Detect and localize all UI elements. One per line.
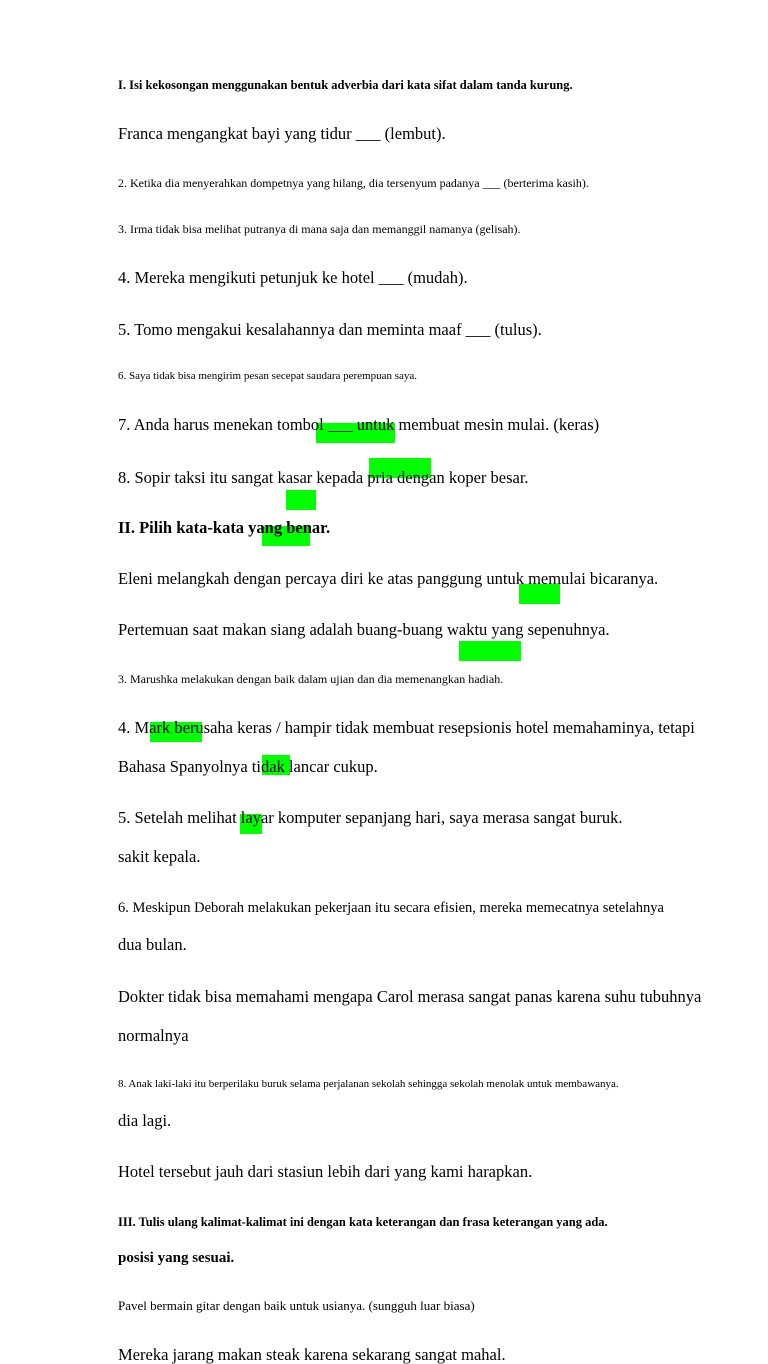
section-1-item-2: 2. Ketika dia menyerahkan dompetnya yang hilang, dia tersenyum padanya ___ (berterima kasih).: [118, 176, 589, 190]
section-2-item-8-line-2: dia lagi.: [118, 1110, 172, 1130]
section-2-item-8-line-1: 8. Anak laki-laki itu berperilaku buruk selama perjalanan sekolah sehingga sekolah menolak untuk membawanya.: [118, 1077, 619, 1090]
section-3-item-2: Mereka jarang makan steak karena sekarang sangat mahal.: [118, 1345, 506, 1364]
section-1-item-5: 5. Tomo mengakui kesalahannya dan meminta maaf ___ (tulus).: [118, 319, 542, 339]
section-2-item-1: Eleni melangkah dengan percaya diri ke atas panggung untuk memulai bicaranya.: [118, 568, 659, 588]
section-3-heading-line-2: posisi yang sesuai.: [118, 1250, 235, 1266]
section-1-item-7: 7. Anda harus menekan tombol ___ untuk membuat mesin mulai. (keras): [118, 415, 600, 434]
section-2-item-6-line-2: dua bulan.: [118, 935, 187, 954]
section-2-item-4-line-1: 4. Mark berusaha keras / hampir tidak membuat resepsionis hotel memahaminya, tetapi: [118, 717, 695, 737]
section-2-item-6-line-1: 6. Meskipun Deborah melakukan pekerjaan itu secara efisien, mereka memecatnya setelahnya: [118, 899, 664, 916]
section-1-heading: I. Isi kekosongan menggunakan bentuk adverbia dari kata sifat dalam tanda kurung.: [118, 78, 573, 92]
section-1-item-4: 4. Mereka mengikuti petunjuk ke hotel ___ (mudah).: [118, 268, 468, 287]
section-2-item-9: Hotel tersebut jauh dari stasiun lebih dari yang kami harapkan.: [118, 1162, 533, 1181]
highlight-secara-efisien: [459, 641, 521, 661]
section-2-item-3: 3. Marushka melakukan dengan baik dalam ujian dan dia memenangkan hadiah.: [118, 671, 504, 686]
section-1-item-8: 8. Sopir taksi itu sangat kasar kepada pria dengan koper besar.: [118, 467, 529, 487]
section-1-item-3: 3. Irma tidak bisa melihat putranya di mana saja dan memanggil namanya (gelisah).: [118, 222, 521, 236]
section-2-item-4-line-2: Bahasa Spanyolnya tidak lancar cukup.: [118, 757, 378, 776]
section-2-item-2: Pertemuan saat makan siang adalah buang-buang waktu yang sepenuhnya.: [118, 620, 610, 639]
section-2-heading: II. Pilih kata-kata yang benar.: [118, 518, 331, 537]
section-1-item-1: Franca mengangkat bayi yang tidur ___ (lembut).: [118, 123, 446, 143]
section-2-item-5-line-2: sakit kepala.: [118, 847, 201, 866]
section-2-item-7-line-1: Dokter tidak bisa memahami mengapa Carol merasa sangat panas karena suhu tubuhnya: [118, 986, 702, 1006]
section-3-item-1: Pavel bermain gitar dengan baik untuk usianya. (sungguh luar biasa): [118, 1298, 475, 1313]
section-1-item-6: 6. Saya tidak bisa mengirim pesan secepat saudara perempuan saya.: [118, 370, 418, 382]
section-3-heading-line-1: III. Tulis ulang kalimat-kalimat ini dengan kata keterangan dan frasa keterangan yang ada.: [118, 1214, 608, 1229]
section-2-item-7-line-2: normalnya: [118, 1026, 189, 1045]
section-2-item-5-line-1: 5. Setelah melihat layar komputer sepanjang hari, saya merasa sangat buruk.: [118, 807, 623, 827]
highlight-dengan-baik: [286, 490, 316, 510]
